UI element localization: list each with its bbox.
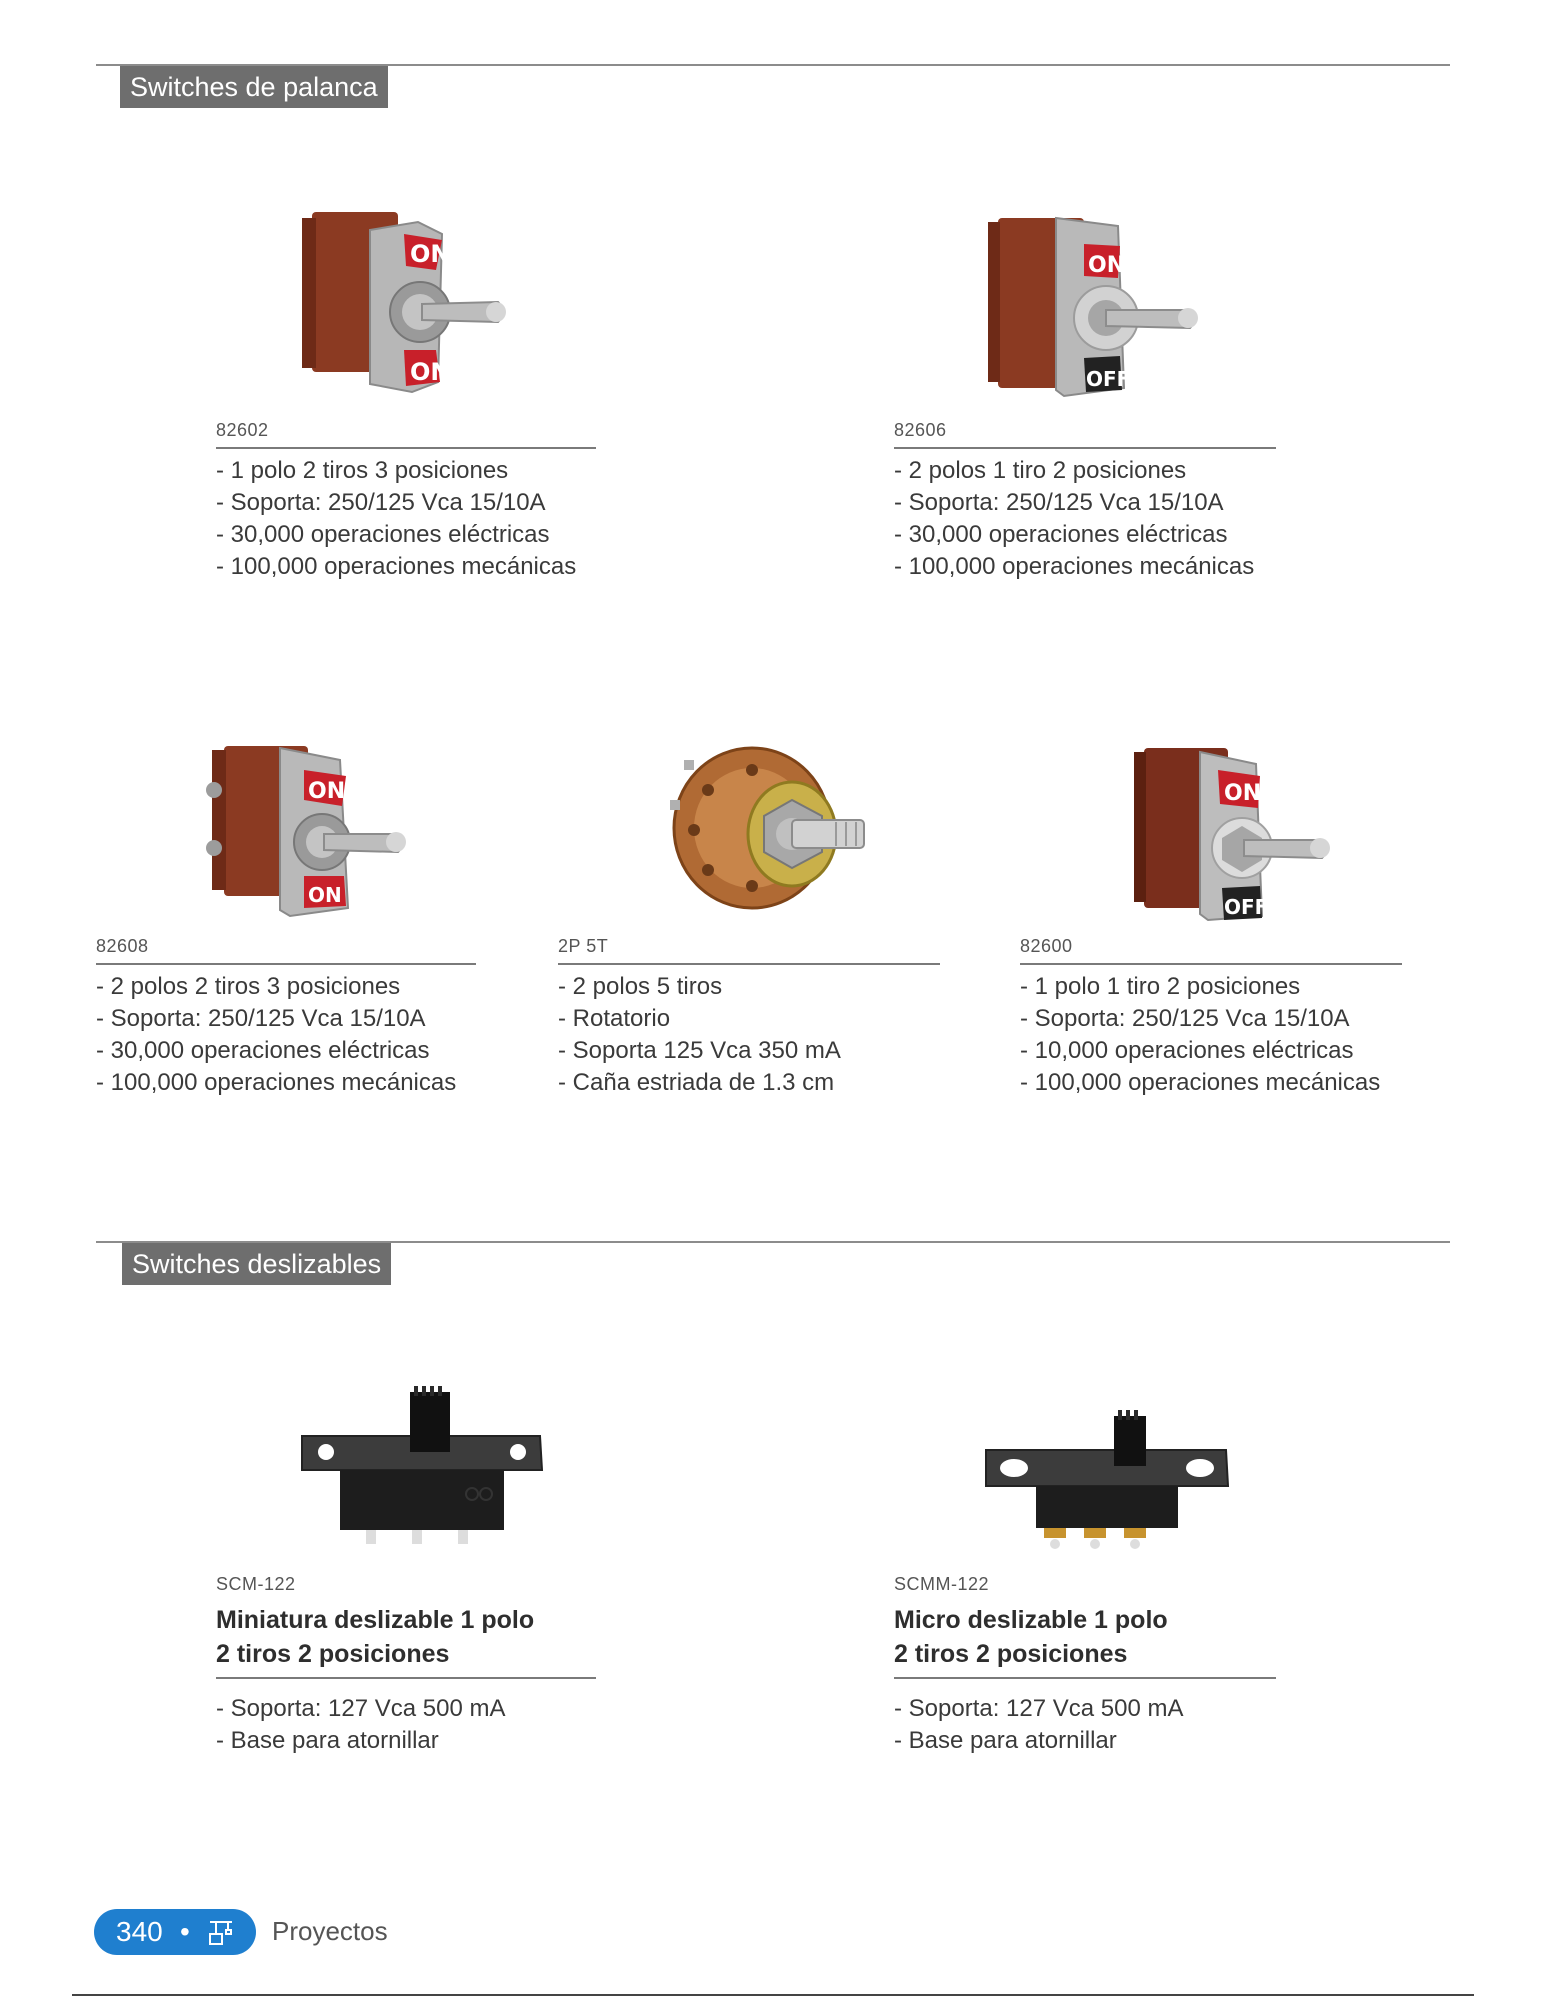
spec-item: - Soporta: 250/125 Vca 15/10A (1020, 1005, 1350, 1032)
spec-item: - 2 polos 2 tiros 3 posiciones (96, 973, 401, 1000)
svg-text:ON: ON (410, 358, 451, 386)
footer-rule (72, 1994, 1474, 1996)
product-82602 (216, 420, 596, 583)
spec-item: - 100,000 operaciones mecánicas (96, 1069, 457, 1096)
product-82606 (894, 420, 1276, 583)
product-specs (894, 1693, 1276, 1757)
spec-item: - Caña estriada de 1.3 cm (558, 1069, 835, 1096)
product-divider (1020, 963, 1402, 965)
product-title (216, 1603, 596, 1671)
product-82608 (96, 936, 476, 1099)
svg-text:ON: ON (410, 240, 451, 268)
page-number-badge (94, 1909, 256, 1955)
product-code: 2P 5T (558, 936, 609, 956)
spec-item: - 1 polo 1 tiro 2 posiciones (1020, 973, 1301, 1000)
svg-text:ON: ON (308, 883, 342, 907)
slide-switch-scmm122-image (982, 1406, 1232, 1554)
product-82600 (1020, 936, 1402, 1099)
product-2p5t (558, 936, 940, 1099)
product-title-line: 2 tiros 2 posiciones (216, 1640, 450, 1668)
product-title-line: 2 tiros 2 posiciones (894, 1640, 1128, 1668)
toggle-switch-82608-image (200, 730, 420, 920)
spec-item: - 1 polo 2 tiros 3 posiciones (216, 457, 509, 484)
product-specs (558, 971, 940, 1099)
product-title (894, 1603, 1276, 1671)
product-divider (216, 1677, 596, 1679)
crane-icon (204, 1916, 238, 1948)
page-number: 340 (116, 1916, 163, 1947)
spec-item: - Soporta: 127 Vca 500 mA (216, 1695, 506, 1722)
product-code: SCMM-122 (894, 1574, 990, 1594)
product-code: SCM-122 (216, 1574, 296, 1594)
spec-item: - Soporta: 127 Vca 500 mA (894, 1695, 1184, 1722)
spec-item: - 30,000 operaciones eléctricas (96, 1037, 430, 1064)
toggle-switch-82602-image (300, 200, 510, 400)
product-specs (1020, 971, 1402, 1099)
spec-item: - 100,000 operaciones mecánicas (894, 553, 1255, 580)
product-title-line: Micro deslizable 1 polo (894, 1606, 1168, 1634)
spec-item: - Base para atornillar (894, 1727, 1117, 1754)
section-title-palanca: Switches de palanca (120, 66, 388, 108)
spec-item: - 100,000 operaciones mecánicas (1020, 1069, 1381, 1096)
product-specs (894, 455, 1276, 583)
svg-text:ON: ON (1088, 253, 1126, 278)
bullet-separator: • (180, 1916, 190, 1947)
rotary-switch-2p5t-image (656, 730, 886, 920)
product-scm122 (216, 1574, 596, 1757)
spec-item: - 30,000 operaciones eléctricas (894, 521, 1228, 548)
svg-text:OFF: OFF (1086, 367, 1131, 391)
slide-switch-scm122-image (296, 1376, 546, 1552)
product-divider (894, 447, 1276, 449)
toggle-switch-82606-image (978, 200, 1208, 400)
spec-item: - 2 polos 1 tiro 2 posiciones (894, 457, 1187, 484)
product-code: 82606 (894, 420, 947, 440)
product-code: 82602 (216, 420, 269, 440)
footer-section-label: Proyectos (272, 1916, 388, 1946)
product-title-line: Miniatura deslizable 1 polo (216, 1606, 535, 1634)
spec-item: - 30,000 operaciones eléctricas (216, 521, 550, 548)
spec-item: - Soporta: 250/125 Vca 15/10A (894, 489, 1224, 516)
section-title-deslizables: Switches deslizables (122, 1243, 391, 1285)
spec-item: - Soporta: 250/125 Vca 15/10A (96, 1005, 426, 1032)
svg-text:ON: ON (1224, 781, 1262, 806)
product-divider (216, 447, 596, 449)
spec-item: - 10,000 operaciones eléctricas (1020, 1037, 1354, 1064)
product-divider (96, 963, 476, 965)
product-specs (96, 971, 476, 1099)
product-scmm122 (894, 1574, 1276, 1757)
product-code: 82600 (1020, 936, 1073, 956)
product-divider (894, 1677, 1276, 1679)
svg-text:OFF: OFF (1224, 895, 1269, 919)
product-divider (558, 963, 940, 965)
spec-item: - Base para atornillar (216, 1727, 439, 1754)
spec-item: - Soporta 125 Vca 350 mA (558, 1037, 841, 1064)
spec-item: - Rotatorio (558, 1005, 671, 1032)
product-code: 82608 (96, 936, 149, 956)
spec-item: - Soporta: 250/125 Vca 15/10A (216, 489, 546, 516)
svg-text:ON: ON (308, 779, 346, 804)
spec-item: - 2 polos 5 tiros (558, 973, 723, 1000)
spec-item: - 100,000 operaciones mecánicas (216, 553, 577, 580)
product-specs (216, 1693, 596, 1757)
toggle-switch-82600-image (1130, 730, 1340, 930)
product-specs (216, 455, 596, 583)
